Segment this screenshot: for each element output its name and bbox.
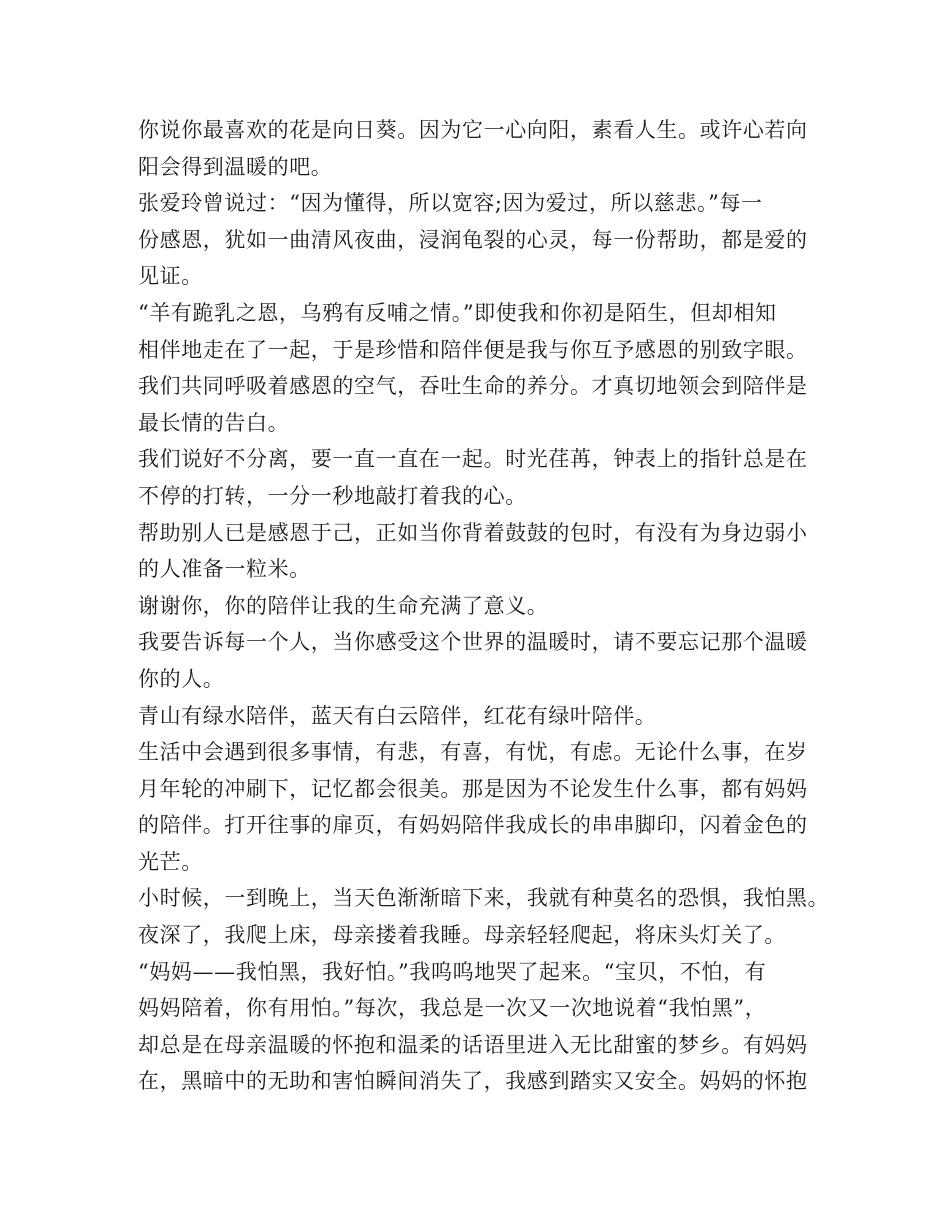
text-line: 却总是在母亲温暖的怀抱和温柔的话语里进入无比甜蜜的梦乡。有妈妈 [138, 1032, 808, 1057]
text-line: 的人准备一粒米。 [138, 557, 311, 582]
text-line: 我们说好不分离，要一直一直在一起。时光荏苒，钟表上的指针总是在 [138, 447, 808, 472]
text-line: 阳会得到温暖的吧。 [138, 154, 333, 179]
text-line: 帮助别人已是感恩于己，正如当你背着鼓鼓的包时，有没有为身边弱小 [138, 520, 808, 545]
text-line: 不停的打转，一分一秒地敲打着我的心。 [138, 483, 527, 508]
text-line: “妈妈——我怕黑，我好怕。”我呜呜地哭了起来。“宝贝，不怕，有 [138, 959, 767, 984]
text-line: 妈妈陪着，你有用怕。”每次，我总是一次又一次地说着“我怕黑”， [138, 996, 767, 1021]
text-line: 我们共同呼吸着感恩的空气，吞吐生命的养分。才真切地领会到陪伴是 [138, 374, 808, 399]
text-line: 相伴地走在了一起，于是珍惜和陪伴便是我与你互予感恩的别致字眼。 [138, 337, 808, 362]
text-line: 你的人。 [138, 666, 225, 691]
document-body [138, 112, 828, 1100]
text-line: 青山有绿水陪伴，蓝天有白云陪伴，红花有绿叶陪伴。 [138, 703, 657, 728]
text-line: 月年轮的冲刷下，记忆都会很美。那是因为不论发生什么事，都有妈妈 [138, 776, 808, 801]
text-line: 在，黑暗中的无助和害怕瞬间消失了，我感到踏实又安全。妈妈的怀抱 [138, 1069, 808, 1094]
text-line: 份感恩，犹如一曲清风夜曲，浸润龟裂的心灵，每一份帮助，都是爱的 [138, 227, 808, 252]
text-line: 见证。 [138, 264, 203, 289]
text-line: 张爱玲曾说过：“因为懂得，所以宽容;因为爱过，所以慈悲。”每一 [138, 191, 763, 216]
text-line: 小时候，一到晚上，当天色渐渐暗下来，我就有种莫名的恐惧，我怕黑。 [138, 886, 830, 911]
text-line: 光芒。 [138, 849, 203, 874]
text-line: 的陪伴。打开往事的扉页，有妈妈陪伴我成长的串串脚印，闪着金色的 [138, 813, 808, 838]
text-line: 谢谢你，你的陪伴让我的生命充满了意义。 [138, 593, 549, 618]
text-line: 你说你最喜欢的花是向日葵。因为它一心向阳，素看人生。或许心若向 [138, 118, 808, 142]
text-line: 最长情的告白。 [138, 410, 290, 435]
text-line: 夜深了，我爬上床，母亲搂着我睡。母亲轻轻爬起，将床头灯关了。 [138, 923, 786, 948]
text-line: 我要告诉每一个人，当你感受这个世界的温暖时，请不要忘记那个温暖 [138, 630, 808, 655]
text-line: “羊有跪乳之恩，乌鸦有反哺之情。”即使我和你初是陌生，但却相知 [138, 300, 777, 325]
text-line: 生活中会遇到很多事情，有悲，有喜，有忧，有虑。无论什么事，在岁 [138, 740, 808, 765]
